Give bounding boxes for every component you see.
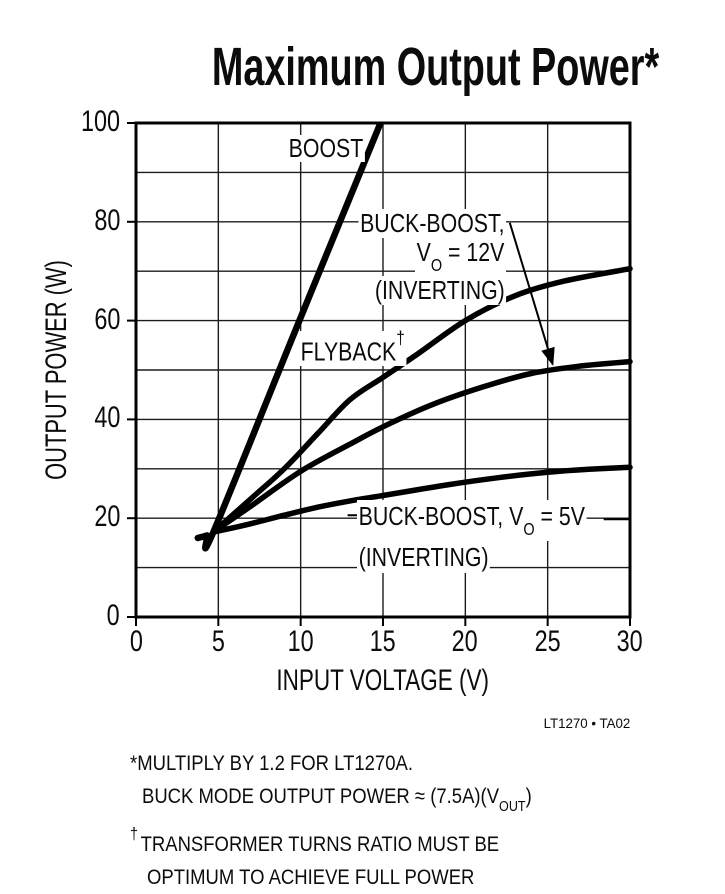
- x-tick-label-0: 0: [129, 625, 143, 658]
- y-tick-label-100: 100: [80, 105, 120, 138]
- footnote-dagger-line1: † TRANSFORMER TURNS RATIO MUST BE: [130, 824, 500, 857]
- y-tick-label-80: 80: [93, 204, 120, 237]
- curve-label-buck-boost-5v: BUCK-BOOST, $V_O = 5V$ (INVERTING): [358, 501, 585, 573]
- figure-reference-code: LT1270 • TA02: [543, 715, 630, 731]
- footnote-star-line1: *MULTIPLY BY 1.2 FOR LT1270A.: [130, 751, 413, 775]
- chart-title: Maximum Output Power*: [211, 37, 660, 97]
- x-tick-label-25: 25: [534, 625, 562, 658]
- x-axis-title: INPUT VOLTAGE (V): [276, 664, 490, 697]
- x-tick-label-10: 10: [287, 625, 315, 658]
- curve-flyback: [213, 269, 630, 532]
- y-axis-title: OUTPUT POWER (W): [40, 260, 73, 480]
- footnote-dagger-line2: OPTIMUM TO ACHIEVE FULL POWER: [147, 865, 475, 890]
- y-tick-label-60: 60: [93, 303, 120, 336]
- curve-label-buck-boost-12v: BUCK-BOOST, $V_O = 12V$ (INVERTING): [359, 208, 505, 306]
- x-tick-label-20: 20: [451, 625, 479, 658]
- y-tick-label-40: 40: [93, 401, 120, 434]
- x-tick-label-15: 15: [369, 625, 397, 658]
- footnotes: [130, 747, 595, 894]
- curve-label-boost: BOOST: [288, 133, 364, 163]
- y-tick-label-20: 20: [93, 500, 120, 533]
- x-tick-label-5: 5: [211, 625, 225, 658]
- x-tick-label-30: 30: [616, 625, 644, 658]
- footnote-star-line2: BUCK MODE OUTPUT POWER ≈ $(7.5A)(V_{OUT})$: [142, 784, 532, 816]
- curve-label-flyback: FLYBACK†: [300, 327, 405, 367]
- y-tick-label-0: 0: [106, 599, 120, 632]
